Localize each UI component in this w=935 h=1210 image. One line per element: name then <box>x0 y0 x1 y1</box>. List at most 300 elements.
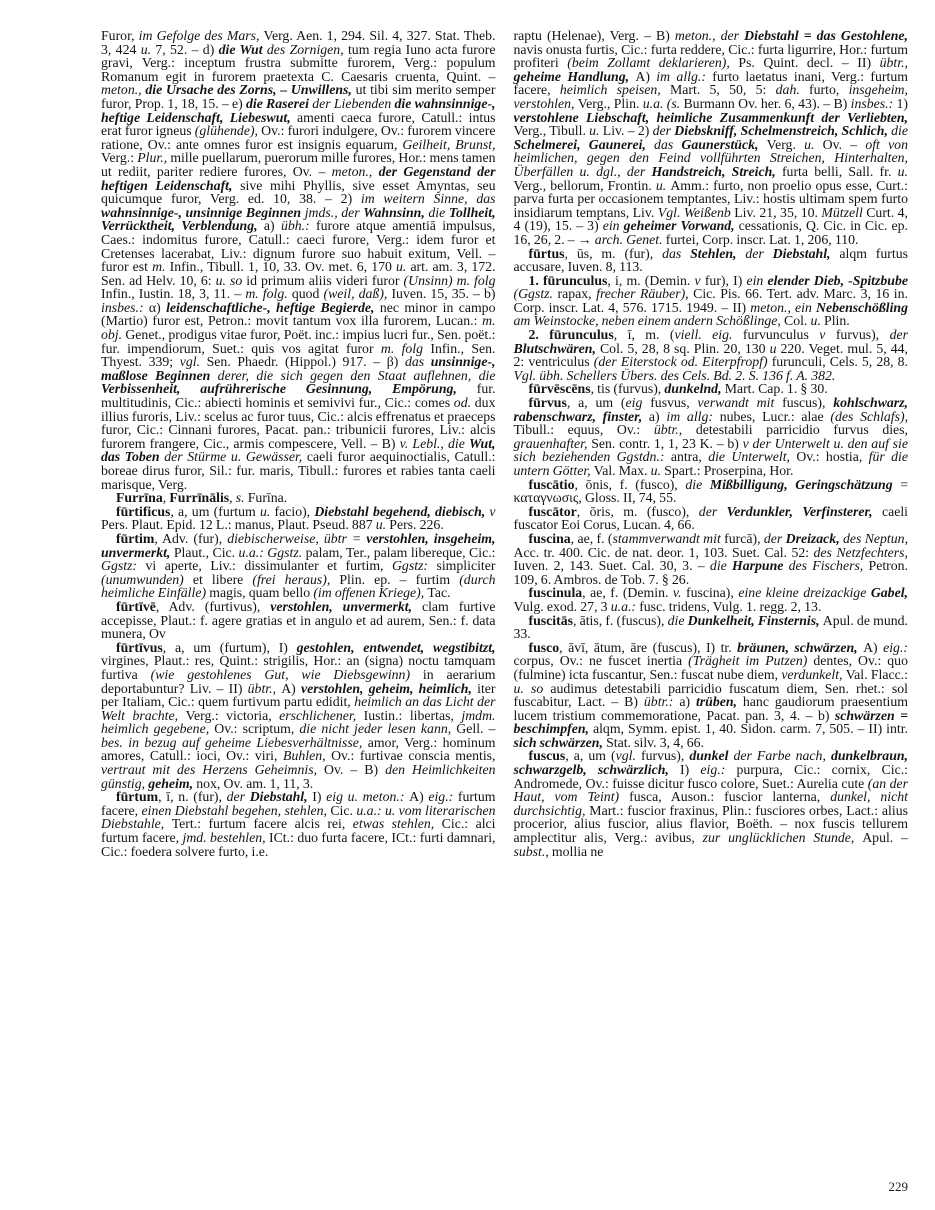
italic-text: frecher Räuber), <box>596 286 694 302</box>
italic-text: heimlich speisen, <box>559 82 670 98</box>
dictionary-entry <box>514 247 909 274</box>
italic-text: das <box>404 354 431 370</box>
headword: fuscina <box>528 530 571 546</box>
italic-text: die <box>891 123 909 139</box>
text-segment: tum regia Iuno acta furore gravi, Verg.: inceptum frustra submitte furorem, Verg.: populum Romanum egit in furorem praetexta C. Caesaris cruenta, Quint. – <box>101 41 496 84</box>
german-gloss: Mißbilligung, Geringschätzung <box>709 476 901 492</box>
italic-text: ein <box>746 272 768 288</box>
german-gloss: leidenschaftliche-, heftige Begierde, <box>166 299 380 315</box>
headword: fūrtus <box>528 245 565 261</box>
italic-text: übtr.: <box>643 694 680 710</box>
text-segment: furcā), <box>724 530 764 546</box>
page-number: 229 <box>888 1179 908 1194</box>
text-segment: dentes, Ov.: quo (fulmine) icta fuscantur, Sen.: fuscat nube diem, <box>513 653 908 682</box>
text-segment: Verg. Aen. 1, 294. Sil. 4, 327. Stat. Theb. 3, 424 <box>101 28 496 57</box>
text-segment: corpus, Ov.: ne fuscet inertia <box>513 653 689 669</box>
text-segment: , Adv. (furtivus), <box>155 598 271 614</box>
italic-text: des Fischers, <box>788 558 869 574</box>
italic-text: das <box>654 136 682 152</box>
text-segment: a) <box>263 218 281 234</box>
text-segment: Spart.: Proserpina, Hor. <box>664 463 794 478</box>
italic-text: v der Unterwelt u. den auf sie sich beziehenden Ggstdn.: <box>513 435 908 465</box>
italic-text: dunkel, nicht durchsichtig, <box>513 789 908 818</box>
text-segment: Infin., Iustin. 18, 3, 11. – <box>101 286 246 302</box>
german-gloss: verstohlen, geheim, heimlich, <box>300 680 478 696</box>
german-gloss: trüben, <box>695 694 743 710</box>
german-gloss: Wahnsinn, <box>363 204 429 220</box>
text-segment: Plin. <box>824 313 850 329</box>
german-gloss: bräunen, schwärzen, <box>737 639 864 655</box>
dictionary-entry <box>101 505 496 532</box>
italic-text: (weil, daß), <box>323 286 392 302</box>
italic-text: im Gefolge des Mars, <box>138 28 264 43</box>
text-segment: ut tibi sim merito semper furor, Prop. 1, 18, 15. – e) <box>101 82 496 111</box>
italic-text: (beim Zollamt deklarieren), <box>567 55 739 71</box>
italic-text: u.a.: Ggstz. <box>238 544 306 560</box>
italic-text: (der Eiterstock od. Eiterpfropf) <box>593 354 772 370</box>
text-segment: vi aperte, Liv.: dissimulanter et furtim, <box>145 558 392 574</box>
italic-text: stammverwandt mit <box>612 530 725 546</box>
italic-text: jmdm. heimlich gegebene, <box>101 707 496 737</box>
headword: fūrtificus <box>116 503 171 519</box>
text-segment: navis onusta furtis, Cic.: furta reddere, Cic.: furta ligurrire, Hor.: furtum profiteri <box>513 41 908 71</box>
italic-text: Plur., <box>137 150 171 166</box>
text-segment: furore atque amentiā impulsus, Caes.: indomitus furore, Catull.: caeci furore, Verg.: idem furor et Cretenses lacerabat, Liv.: dignum furore suo habuit exitum, Vell. – furor est <box>101 218 496 275</box>
text-segment: Furor, <box>101 28 139 43</box>
german-gloss: kohlschwarz, rabenschwarz, finster, <box>513 395 908 424</box>
text-segment: Ov.: scriptum, <box>214 721 300 737</box>
italic-text: Geilheit, Brunst, <box>402 136 496 152</box>
text-segment: virgines, Plaut.: res, Quint.: strigilis, Hor.: an (signa) noctu tamquam furtiva <box>101 653 496 682</box>
italic-text: (glühende), <box>194 123 262 139</box>
text-segment: Cic. Pis. 66. Tert. adv. Marc. 3, 16 in. Corp. inscr. Lat. 4, 576. 1715. 1949. – II) <box>513 286 908 315</box>
italic-text: m. obj. <box>101 313 496 343</box>
text-segment: ICt.: duo furta facere, ICt.: furti damnari, Cic.: foedera solvere furto, i.e. <box>101 830 496 859</box>
italic-text: am Weinstocke, neben einem andern Schößlinge, <box>513 313 784 329</box>
text-segment: iter per Italiam, Cic.: quem furtivum partu edidit, <box>101 680 496 710</box>
headword: fuscinula <box>528 585 583 601</box>
headword: Furrīnālis <box>169 490 230 506</box>
italic-text: insbes.: <box>850 95 897 111</box>
italic-text: eig.: <box>428 789 458 805</box>
italic-text: s. <box>235 490 248 506</box>
italic-text: erschlichener, <box>279 707 364 723</box>
headword: fūrtīvus <box>116 639 163 655</box>
text-segment: , a, um ( <box>566 395 626 411</box>
text-segment: Col. <box>784 313 811 329</box>
text-segment: , ātis, f. (fuscus), <box>572 612 668 628</box>
italic-text: vertraut mit des Herzens Geheimnis, <box>101 762 325 778</box>
text-segment: furto, <box>809 82 849 98</box>
german-gloss: Nebenschößling <box>816 299 908 315</box>
text-segment: Ps. Quint. decl. – II) <box>738 55 880 71</box>
text-segment: , a, um (furtum), I) <box>162 639 297 655</box>
text-segment: fuscina), <box>685 585 739 601</box>
dictionary-entry <box>101 641 496 791</box>
text-segment: Pers. 226. <box>389 517 444 533</box>
headword: 2. fūrunculus <box>528 327 614 343</box>
german-gloss: geheim, <box>148 775 197 791</box>
italic-text: v <box>819 327 836 343</box>
german-gloss: die Ursache des Zorns, – Unwillens, <box>145 82 356 98</box>
german-gloss: Diebstahl, <box>772 245 840 261</box>
italic-text: zur unglücklichen Stunde, <box>702 830 863 846</box>
text-segment: nox, Ov. am. 1, 11, 3. <box>196 775 314 791</box>
text-segment: Curt. 4, 4 (19), 15. – 3) <box>513 204 908 234</box>
text-segment: , a, um ( <box>565 748 616 764</box>
german-gloss: Harpune <box>732 558 789 574</box>
italic-text: u <box>769 340 781 356</box>
italic-text: die <box>685 476 710 492</box>
text-segment: Apul. – <box>862 830 908 846</box>
italic-text: u. <box>375 517 390 533</box>
dictionary-entry <box>514 641 909 750</box>
italic-text: (wie gestohlenes Gut, wie Diebsgewinn) <box>150 666 423 682</box>
italic-text: verwandt mit <box>697 395 783 411</box>
text-segment: Infin., Sen. Thyest. 339; <box>101 340 496 370</box>
headword: fusco <box>528 639 560 655</box>
right-column <box>514 29 909 858</box>
german-gloss: dunkelnd, <box>664 381 725 397</box>
headword: fuscātor <box>528 503 577 519</box>
german-gloss: Blutschwären, <box>513 340 600 356</box>
text-segment: alqm, Symm. epist. 1, 40. Sidon. carm. 7, 505. – II) intr. <box>592 721 908 737</box>
italic-text: (des Schlafs), <box>830 408 909 424</box>
italic-text: den Heimlichkeiten günstig, <box>101 762 496 791</box>
german-gloss: Verdunkler, Verfinsterer, <box>726 503 882 519</box>
text-segment: furvus), <box>835 327 890 343</box>
headword: fuscitās <box>528 612 573 628</box>
text-segment: simpliciter <box>436 558 496 574</box>
text-segment: cessationis, Q. Cic. in Cic. ep. 16, 26, 2. – → <box>513 218 908 247</box>
text-segment: palam, Ter., palam libereque, Cic.: <box>305 544 496 560</box>
headword: fuscus <box>528 748 566 764</box>
text-segment: furta belli, Sall. fr. <box>781 163 898 179</box>
text-segment: clam furtive accepisse, Plaut.: f. agere gratias et in angulo et ad aurem, Sen.: f. data munera, Ov <box>101 598 496 642</box>
italic-text: der <box>626 163 652 179</box>
italic-text: m. folg <box>380 340 431 356</box>
italic-text: der <box>652 123 675 139</box>
german-gloss: Dunkelheit, Finsternis, <box>687 612 823 628</box>
german-gloss: gestohlen, entwendet, wegstibitzt, <box>296 639 496 655</box>
text-segment: nec minor in campo (Martio) furor est, Petron.: movit tantum vox illa furorem, Lucan.: <box>101 299 496 329</box>
text-segment: , ī, m. ( <box>613 327 675 343</box>
text-segment: furtei, Corp. inscr. Lat. 1, 206, 110. <box>665 231 859 247</box>
text-segment: Tert.: furtum facere alcis rei, <box>171 816 353 832</box>
text-segment: Burmann Ov. her. 6, 43). – B) <box>683 95 851 111</box>
text-segment: dux illius furoris, Liv.: scelus ac furor tuus, Cic.: alcis effrenatus et praeceps furor, Cic.: Cinnani furores, Pacat. pan.: tribunicii furores, Liv.: alcis furorem frangere, Cic., armis compescere, Vell. – B) <box>101 395 496 451</box>
italic-text: bes. in bezug auf geheime Liebesverhältnisse, <box>101 734 368 750</box>
german-gloss: Gabel, <box>870 585 908 601</box>
italic-text: des Neptun, <box>842 530 909 546</box>
text-segment: Iuven. 2, 143. Suet. Cal. 30, 3. – <box>513 558 710 574</box>
text-segment: rapax, <box>557 286 597 302</box>
text-segment: hanc gaudiorum praesentium lucem tristium commemoratione, Pacat. pan. 3, 4. – b) <box>513 694 908 723</box>
italic-text: Vgl. übh. Schellers Übers. des Cels. Bd. 2. S. 136 f. A. 382. <box>513 367 836 383</box>
text-segment: Verg.: <box>101 150 138 166</box>
dictionary-entry <box>101 491 496 505</box>
german-gloss: verstohlen, insgeheim, unvermerkt, <box>101 530 496 560</box>
text-segment: caeli fuscator Eoi Corus, Lucan. 4, 66. <box>513 503 908 533</box>
italic-text: der <box>763 530 786 546</box>
text-segment: Ov. – <box>822 136 866 152</box>
german-gloss: Diebstahl, <box>249 789 313 805</box>
german-gloss: Schelmerei, Gaunerei, <box>513 136 655 152</box>
left-column <box>101 29 496 858</box>
italic-text: v <box>489 503 496 519</box>
text-segment: 1) <box>896 95 908 111</box>
text-segment: furto laetatus inani, Verg.: furtum facere, <box>513 68 908 98</box>
text-segment: A) <box>281 680 301 696</box>
dictionary-entry <box>514 274 909 328</box>
text-segment: in aerarium deportabuntur? Liv. – II) <box>101 666 496 696</box>
italic-text: arch. Genet. <box>594 231 666 247</box>
text-segment: , ōnis, f. (fusco), <box>574 476 686 492</box>
italic-text: u. <box>650 463 665 478</box>
text-segment: Verg.: victoria, <box>185 707 280 723</box>
italic-text: (Trägheit im Putzen) <box>688 653 814 669</box>
italic-text: einen Diebstahl begehen, stehlen, <box>141 802 331 818</box>
german-gloss: Verbissenheit, aufrührerische Gesinnung, Empörung, <box>101 381 477 397</box>
dictionary-entry <box>101 790 496 858</box>
italic-text: übtr., <box>653 422 696 438</box>
italic-text: das <box>476 191 496 207</box>
text-segment: Gell. – <box>456 721 496 737</box>
italic-text: die <box>667 612 688 628</box>
text-segment: Val. Flacc.: <box>845 666 908 682</box>
german-gloss: verstohlen, unvermerkt, <box>270 598 422 614</box>
italic-text: (Unsinn) m. folg <box>403 272 496 288</box>
italic-text: eig.: <box>700 762 737 778</box>
italic-text: dah. <box>775 82 810 98</box>
text-segment: alqm furtus accusare, Iuven. 8, 113. <box>513 245 908 275</box>
dictionary-entry <box>514 749 909 858</box>
text-segment: Plaut., Cic. <box>173 544 239 560</box>
italic-text: im allg: <box>666 408 720 424</box>
text-segment: Mart. 5, 50, 5: <box>670 82 776 98</box>
dictionary-entry <box>514 586 909 613</box>
italic-text: eine kleine dreizackige <box>738 585 871 601</box>
text-segment: Iustin.: libertas, <box>363 707 462 723</box>
text-segment: Cic.: alci furtum facere, <box>101 816 496 846</box>
italic-text: (an der Haut, vom Teint) <box>513 775 908 805</box>
italic-text: insgeheim, verstohlen, <box>513 82 908 111</box>
text-segment: purpura, Cic.: cornix, Cic.: Andromede, Ov.: fuisse dicitur fusco colore, Suet.: Aurelia cute <box>513 762 908 791</box>
dictionary-entry <box>514 505 909 532</box>
text-segment: furunculi, Cels. 5, 28, 8. <box>771 354 909 370</box>
italic-text: meton., <box>331 163 379 179</box>
headword: fuscātio <box>528 476 575 492</box>
italic-text: jmd. bestehlen, <box>182 830 269 846</box>
italic-text: heimlich an das Licht der Welt brachte, <box>101 694 496 723</box>
headword: fūrtum <box>116 789 159 805</box>
text-segment: , ūs, m. (fur), <box>564 245 663 261</box>
text-segment: et libere <box>192 571 253 587</box>
text-segment: sive mihi Phyllis, sive esset Amyntas, seu quicumque furor, Verg. ed. 10, 38. – 2) <box>101 177 496 207</box>
italic-text: des Netzfechters, <box>813 544 908 560</box>
text-segment: Sen. contr. 1, 1, 23 K. – b) <box>591 435 743 451</box>
text-segment: caeli furor aequinoctialis, Catull.: boreae dirus furor, Sil.: fur. maris, Tibull.: furores et rabies tanta caeli marisque, Verg. <box>101 449 496 492</box>
text-segment: Vulg. exod. 27, 3 <box>513 598 611 614</box>
text-segment: mille puellarum, puerorum mille furores, Hor.: mens tamen ut rediit, pariter rediere furores, Ov. – <box>101 150 496 179</box>
italic-text: (im offenen Kriege), <box>313 585 428 601</box>
german-gloss: Handstreich, Streich, <box>651 163 782 179</box>
text-segment: Tac. <box>427 585 451 601</box>
text-segment: detestabili parricidio furvus dies, <box>695 422 908 438</box>
headword: fūrvus <box>528 395 567 411</box>
text-segment: fuscus), <box>782 395 834 411</box>
italic-text: m. <box>152 259 170 275</box>
italic-text: u. <box>396 259 411 275</box>
text-segment: amenti caeca furore, Catull.: intus erat furor igneus <box>101 109 496 139</box>
german-gloss: Tollheit, Verrücktheit, Verblendung, <box>101 204 496 234</box>
dictionary-entry <box>514 382 909 396</box>
text-segment: raptu (Helenae), Verg. – B) <box>513 28 675 43</box>
italic-text: u.a.: u. vom literarischen Diebstahle, <box>101 802 496 832</box>
text-segment: 220. Veget. mul. 5, 44, 2: ventriculus <box>513 340 908 370</box>
text-segment: Stat. silv. 3, 4, 66. <box>606 734 705 750</box>
german-gloss: geheime Handlung, <box>513 68 636 84</box>
dictionary-entry <box>514 614 909 641</box>
italic-text: der <box>226 789 250 805</box>
german-gloss: die wahnsinnige-, heftige Leidenschaft, Liebeswut, <box>101 95 496 125</box>
italic-text: u.a.: <box>610 598 640 614</box>
text-segment: Col. 5, 28, 8 sq. Plin. 20, 130 <box>599 340 770 356</box>
dictionary-entry <box>101 600 496 641</box>
headword: fūrtīvē <box>116 598 156 614</box>
text-segment: , ae, f. ( <box>570 530 613 546</box>
text-segment: fusca, Auson.: fuscior lanterna, <box>629 789 831 805</box>
text-segment: magis, quam bello <box>209 585 314 601</box>
italic-text: v. <box>672 585 686 601</box>
text-segment: Acc. tr. 400. Cic. de nat. deor. 1, 103. Suet. Cal. 52: <box>513 544 814 560</box>
text-segment: furtum facere, <box>101 789 496 818</box>
italic-text: jmds., der <box>304 204 364 220</box>
text-segment: fur), I) <box>704 272 747 288</box>
text-segment: Verg., bellorum, Frontin. <box>513 177 656 193</box>
text-segment: facio), <box>274 503 315 519</box>
german-gloss: dunkelbraun, schwarzgelb, schwärzlich, <box>513 748 908 778</box>
italic-text: übtr., <box>879 55 908 71</box>
text-segment: mollia ne <box>551 843 604 859</box>
italic-text: u. <box>804 136 823 152</box>
text-segment: Plin. ep. – furtim <box>339 571 460 587</box>
text-segment: Apul. de mund. 33. <box>513 612 908 642</box>
german-gloss: Diebskniff, Schelmenstreich, Schlich, <box>674 123 892 139</box>
italic-text: Mützell <box>821 204 867 220</box>
text-segment: fusc. tridens, Vulg. 1. regg. 2, 13. <box>639 598 822 614</box>
text-segment: Sen. Phaedr. (Hippol.) 917. – β) <box>206 354 405 370</box>
german-gloss: Diebstahl = das Gestohlene, <box>744 28 909 43</box>
text-segment: Verg. <box>766 136 805 152</box>
text-segment: id primum aliis videri furor <box>246 272 404 288</box>
german-gloss: Gaunerstück, <box>681 136 767 152</box>
german-gloss: die Raserei <box>245 95 313 111</box>
italic-text: u. <box>897 163 909 179</box>
dictionary-entry <box>514 478 909 505</box>
german-gloss: wahnsinnige-, unsinnige Beginnen <box>101 204 305 220</box>
german-gloss: dunkel <box>689 748 734 764</box>
text-segment: Amm.: furto, non proelio opus esse, Curt.: parva furta per occasionem temptantes, Liv.: hostis ultimam spem furto insidiarum temptans, Liv. <box>513 177 908 220</box>
text-segment: A) <box>863 639 884 655</box>
italic-text: m. folg. <box>245 286 292 302</box>
italic-text: die <box>428 204 449 220</box>
italic-text: ein <box>602 218 624 234</box>
text-segment: a) <box>648 408 667 424</box>
text-segment: , a, um (furtum <box>170 503 260 519</box>
text-segment: Mart. Cap. 1. § 30. <box>724 381 828 397</box>
text-segment: , āvī, ātum, āre (fuscus), I) tr. <box>559 639 738 655</box>
german-gloss: Diebstahl begehend, diebisch, <box>314 503 490 519</box>
italic-text: od. <box>453 395 475 411</box>
italic-text: u. <box>589 123 603 139</box>
italic-text: eig u. meton.: <box>326 789 410 805</box>
text-segment: Verg., Tibull. <box>513 123 590 139</box>
text-segment: fusvus, <box>650 395 698 411</box>
italic-text: diebischerweise, übtr = <box>227 530 367 546</box>
italic-text: der Stürme u. Gewässer, <box>164 449 307 465</box>
text-segment: α) <box>148 299 167 315</box>
italic-text: viell. eig. <box>674 327 743 343</box>
dictionary-entry <box>101 29 496 491</box>
headword: fūrvēscēns <box>528 381 591 397</box>
text-segment: a) <box>679 694 696 710</box>
headword: fūrtim <box>116 530 155 546</box>
text-columns <box>101 29 908 858</box>
text-segment: Ov.: furtivae conscia mentis, <box>331 748 496 764</box>
italic-text: v <box>694 272 705 288</box>
italic-text: der Farbe nach, <box>733 748 831 764</box>
text-segment: furvunculus <box>742 327 820 343</box>
italic-text: u. <box>259 503 275 519</box>
german-gloss: elender Dieb, -Spitzbube <box>767 272 908 288</box>
italic-text: der Liebenden <box>312 95 395 111</box>
italic-text: u. so <box>215 272 247 288</box>
italic-text: Ggstz: <box>391 558 437 574</box>
text-segment: Ov. – B) <box>324 762 386 778</box>
italic-text: verdunkelt, <box>781 666 846 682</box>
text-segment: I) <box>312 789 327 805</box>
text-segment: Val. Max. <box>593 463 651 478</box>
italic-text: der <box>745 245 773 261</box>
italic-text: grauenhafter, <box>513 435 592 451</box>
italic-text: (durch heimliche Einfälle) <box>101 571 496 601</box>
text-segment: , <box>229 490 236 506</box>
german-gloss: geheimer Vorwand, <box>623 218 739 234</box>
german-gloss: schwärzen = beschimpfen, <box>513 707 908 737</box>
italic-text: u. <box>810 313 825 329</box>
text-segment: = καταγνωσις, Gloss. II, 74, 55. <box>513 476 909 506</box>
italic-text: Ggstz: <box>101 558 146 574</box>
italic-text: für die untern Götter, <box>513 449 908 478</box>
italic-text: übtr., <box>247 680 282 696</box>
text-segment: , Adv. (fur), <box>154 530 228 546</box>
italic-text: u.a. (s. <box>642 95 684 111</box>
dictionary-entry <box>514 396 909 478</box>
text-segment: antra, <box>670 449 709 465</box>
italic-text: v. Lebl., die <box>399 435 470 451</box>
italic-text: u. <box>140 41 156 57</box>
headword: 1. fūrunculus <box>528 272 608 288</box>
italic-text: im weitern Sinne, <box>360 191 477 207</box>
text-segment: quod <box>291 286 324 302</box>
text-segment: fur. multitudinis, Cic.: abiecti hominis et semivivi fur., Cic.: comes <box>101 381 496 411</box>
text-segment: , ae, f. (Demin. <box>582 585 673 601</box>
text-segment: Infin., Tibull. 1, 10, 33. Ov. met. 6, 170 <box>169 259 396 275</box>
italic-text: der <box>698 503 727 519</box>
text-segment: , ōris, m. (fusco), <box>576 503 699 519</box>
text-segment: nubes, Lucr.: alae <box>719 408 831 424</box>
